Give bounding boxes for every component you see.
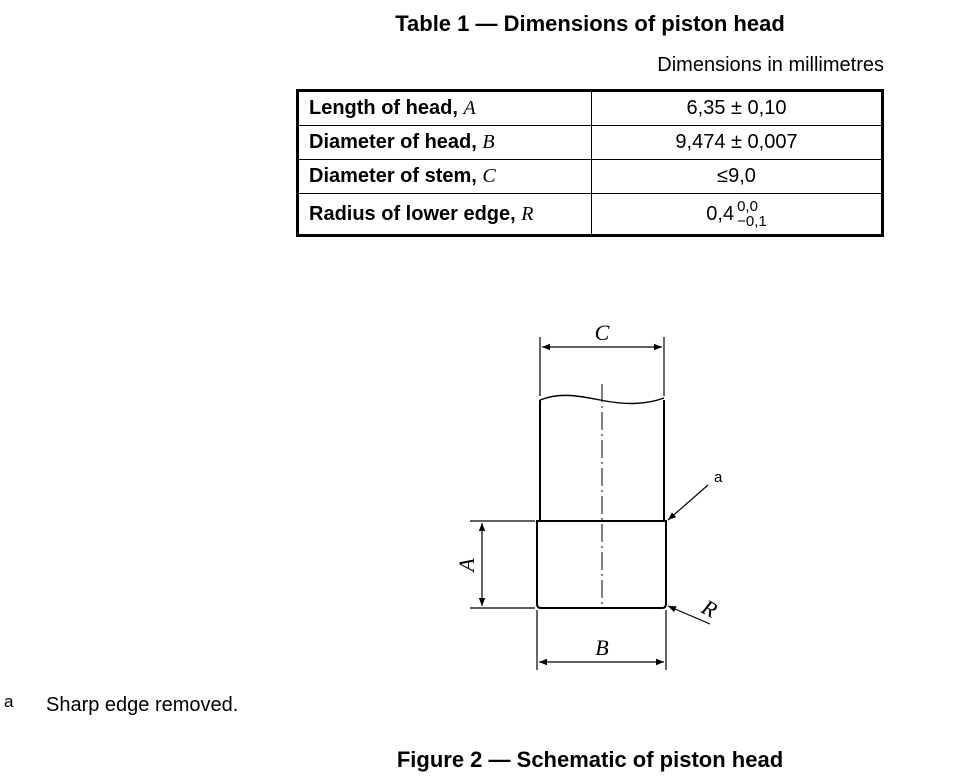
row-label: [298, 91, 592, 126]
row-label: [298, 160, 592, 194]
piston-head-schematic: [430, 312, 740, 682]
row-value: [592, 194, 883, 236]
row-symbol: A: [463, 97, 476, 119]
table-row: [298, 91, 883, 126]
table-title: Table 1 — Dimensions of piston head: [395, 11, 785, 36]
label-r: R: [697, 594, 722, 623]
nominal-value: 0,4: [706, 202, 735, 225]
units-note: Dimensions in millimetres: [657, 54, 884, 76]
label-a: A: [454, 558, 479, 572]
label-note-a: a: [714, 469, 723, 486]
figure-caption: Figure 2 — Schematic of piston head: [396, 747, 784, 772]
row-value: 6,35 ± 0,10: [592, 91, 883, 126]
lower-tolerance: −0,1: [737, 213, 767, 230]
row-label-text: Length of head,: [309, 97, 464, 119]
row-label-text: Diameter of stem,: [309, 165, 483, 187]
tolerance-value: [706, 199, 766, 229]
row-symbol: B: [482, 131, 495, 153]
row-label-text: Radius of lower edge,: [309, 202, 522, 225]
table-row: [298, 194, 883, 236]
upper-tolerance: 0,0: [737, 198, 758, 215]
dimensions-table: [296, 89, 884, 237]
label-b: B: [595, 635, 609, 660]
row-label: [298, 194, 592, 236]
note-a-leader: [668, 485, 708, 520]
row-label: [298, 126, 592, 160]
table-row: [298, 126, 883, 160]
row-label-text: Diameter of head,: [309, 131, 483, 153]
table-row: [298, 160, 883, 194]
tolerance-stack: [737, 199, 767, 229]
row-symbol: R: [521, 202, 534, 225]
row-value: ≤9,0: [592, 160, 883, 194]
row-symbol: C: [482, 165, 496, 187]
footnote-text: Sharp edge removed.: [46, 694, 239, 716]
footnote-key: a: [4, 692, 14, 711]
row-value: 9,474 ± 0,007: [592, 126, 883, 160]
label-c: C: [594, 320, 610, 345]
